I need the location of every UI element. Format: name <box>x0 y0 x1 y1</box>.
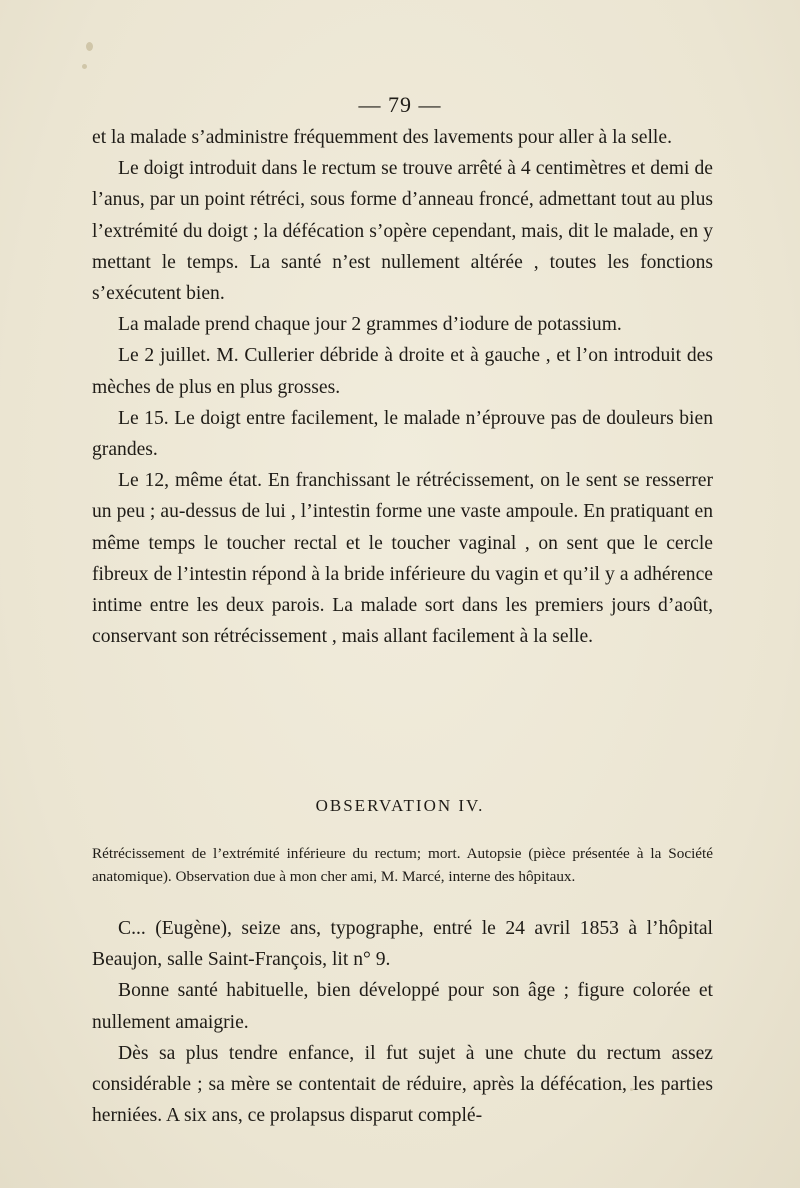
paragraph: et la malade s’administre fréquemment des lavements pour aller à la selle. <box>92 127 672 148</box>
paragraph: Le 15. Le doigt entre facilement, le malade n’éprouve pas de douleurs bien grandes. <box>92 407 713 461</box>
paragraph: La malade prend chaque jour 2 grammes d’iodure de potassium. <box>118 314 622 336</box>
paragraph: C... (Eugène), seize ans, typographe, entré le 24 avril 1853 à l’hôpital Beaujon, salle Saint-François, lit n° 9. <box>92 918 713 971</box>
text-block-bottom <box>92 913 713 1131</box>
paragraph: Le doigt introduit dans le rectum se trouve arrêté à 4 centimètres et demi de l’anus, par un point rétréci, sous forme d’anneau froncé, admettant tout au plus l’extrémité du doigt ; la défécation s’opère cependant, mais, dit le malade, en y mettant le temps. La santé n’est nullement altérée , toutes les fonctions s’exécutent bien. <box>92 158 713 305</box>
page-number: — 79 — <box>358 92 442 117</box>
summary-text: Rétrécissement de l’extrémité inférieure du rectum; mort. Autopsie (pièce présentée à la Société anatomique). Observation due à mon cher ami, M. Marcé, interne des hôpitaux. <box>92 845 713 885</box>
observation-summary <box>92 843 713 888</box>
paragraph: Dès sa plus tendre enfance, il fut sujet à une chute du rectum assez considérable ; sa mère se contentait de réduire, après la défécation, les parties herniées. A six ans, ce prolapsus disparut complé- <box>92 1042 713 1127</box>
paper-speck <box>86 42 93 51</box>
paragraph: Bonne santé habituelle, bien développé pour son âge ; figure colorée et nullement amaigrie. <box>92 980 713 1033</box>
paragraph: Le 2 juillet. M. Cullerier débride à droite et à gauche , et l’on introduit des mèches de plus en plus grosses. <box>92 345 713 398</box>
observation-heading: OBSERVATION IV. <box>315 796 485 815</box>
text-block-top <box>92 122 713 652</box>
paper-speck <box>82 64 87 69</box>
paragraph: Le 12, même état. En franchissant le rétrécissement, on le sent se resserrer un peu ; au-dessus de lui , l’intestin forme une vaste ampoule. En pratiquant en même temps le toucher rectal et le toucher vaginal , on sent que le cercle fibreux de l’intestin répond à la bride inférieure du vagin et qu’il y a adhérence intime entre les deux parois. La malade sort dans les premiers jours d’août, conservant son rétrécissement , mais allant facilement à la selle. <box>92 470 713 648</box>
